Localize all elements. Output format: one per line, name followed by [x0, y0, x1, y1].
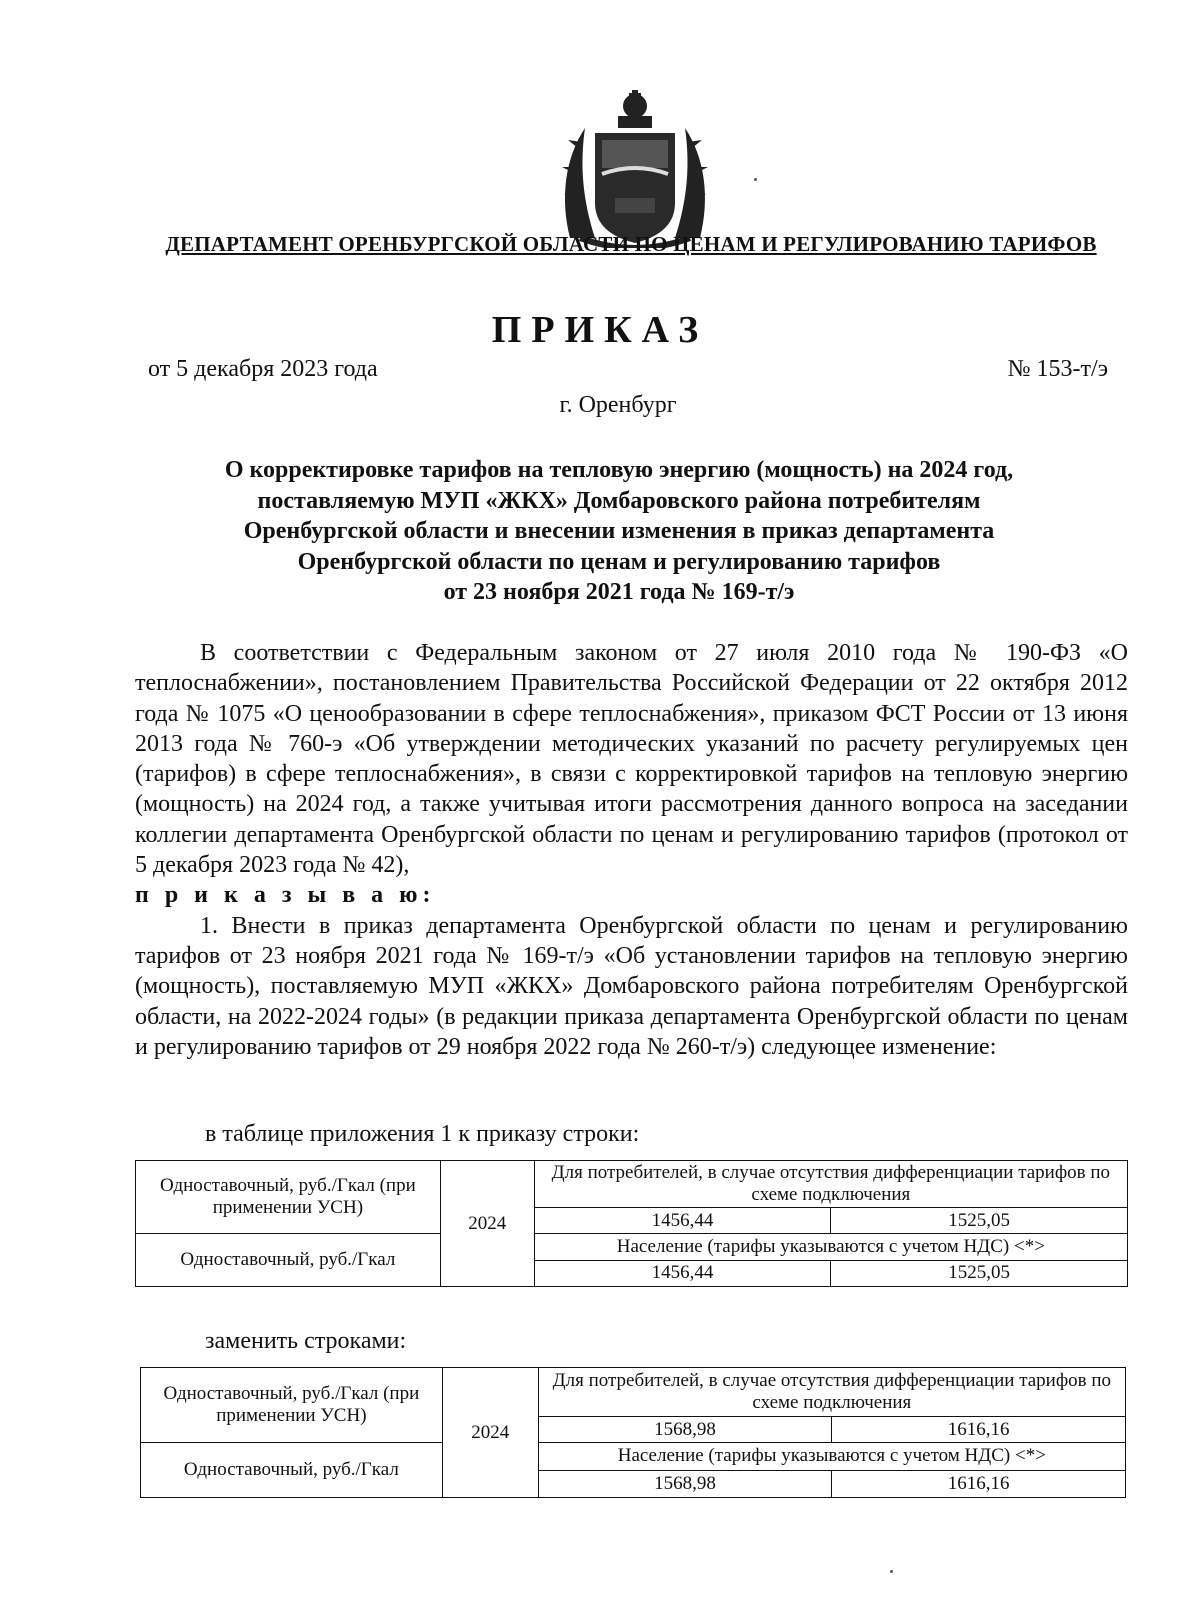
document-type-title: ПРИКАЗ [491, 309, 709, 351]
order-subject-heading [150, 455, 1088, 608]
coat-of-arms-emblem [560, 88, 710, 248]
scan-speck [754, 178, 757, 181]
group-header-cell: Население (тарифы указываются с учетом НДС) <*> [538, 1443, 1125, 1471]
group-header-cell: Население (тарифы указываются с учетом НДС) <*> [534, 1234, 1127, 1261]
table-row [136, 1234, 1128, 1261]
row-label-cell: Одноставочный, руб./Гкал [136, 1234, 441, 1287]
heading-line: Оренбургской области по ценам и регулированию тарифов [297, 548, 941, 575]
order-keyword [135, 880, 1128, 910]
year-cell: 2024 [440, 1161, 534, 1287]
preamble-paragraph: В соответствии с Федеральным законом от 27 июля 2010 года № 190-ФЗ «О теплоснабжении», постановлением Правительства Российской Федерации от 22 октября 2012 года № 1075 «О ценообразовании в сфере теплоснабжения», приказом ФСТ России от 13 июня 2013 года № 760-э «Об утверждении методических указаний по расчету регулируемых цен (тарифов) в сфере теплоснабжения», в связи с корректировкой тарифов на тепловую энергию (мощность) на 2024 год, а также учитывая итоги рассмотрения данного вопроса на заседании коллегии департамента Оренбургской области по ценам и регулированию тарифов (протокол от 5 декабря 2023 года № 42), [135, 640, 1128, 879]
department-name: ДЕПАРТАМЕНТ ОРЕНБУРГСКОЙ ОБЛАСТИ ПО ЦЕНАМ И РЕГУЛИРОВАНИЮ ТАРИФОВ [165, 232, 1097, 256]
group-header-cell: Для потребителей, в случае отсутствия дифференциации тарифов по схеме подключения [538, 1368, 1125, 1417]
tariff-value-cell: 1456,44 [534, 1208, 831, 1234]
tariff-value-cell: 1616,16 [832, 1470, 1126, 1498]
heading-line: от 23 ноября 2021 года № 169-т/э [443, 579, 795, 605]
clause-1-paragraph: 1. Внести в приказ департамента Оренбургской области по ценам и регулированию тарифов от 23 ноября 2021 года № 169-т/э «Об установлении тарифов на тепловую энергию (мощность), поставляемую МУП «ЖКХ» Домбаровского района потребителям Оренбургской области, на 2022-2024 годы» (в редакции приказа департамента Оренбургской области по ценам и регулированию тарифов от 29 ноября 2022 года № 260-т/э) следующее изменение: [135, 912, 1128, 1060]
tariff-value-cell: 1525,05 [831, 1260, 1128, 1287]
table-row [141, 1368, 1126, 1417]
tariff-value-cell: 1456,44 [534, 1260, 831, 1287]
order-number: № 153-т/э [1007, 356, 1108, 382]
tariff-table-new [140, 1367, 1126, 1498]
tariff-table-old [135, 1160, 1128, 1287]
table-row [141, 1443, 1126, 1471]
row-label-cell: Одноставочный, руб./Гкал (при применении УСН) [141, 1368, 443, 1443]
order-city: г. Оренбург [559, 392, 677, 418]
heading-line: Оренбургской области и внесении изменения в приказ департамента [243, 518, 995, 544]
row-label-cell: Одноставочный, руб./Гкал (при применении УСН) [136, 1161, 441, 1234]
tariff-value-cell: 1616,16 [832, 1417, 1126, 1443]
scan-speck [890, 1570, 893, 1573]
row-label-cell: Одноставочный, руб./Гкал [141, 1443, 443, 1498]
heading-line: О корректировке тарифов на тепловую энергию (мощность) на 2024 год, [224, 457, 1014, 483]
order-keyword-text: п р и к а з ы в а ю: [135, 882, 436, 909]
tariff-value-cell: 1568,98 [538, 1470, 832, 1498]
group-header-cell: Для потребителей, в случае отсутствия дифференциации тарифов по схеме подключения [534, 1161, 1127, 1208]
tariff-value-cell: 1568,98 [538, 1417, 832, 1443]
table-row [136, 1161, 1128, 1208]
order-date: от 5 декабря 2023 года [148, 356, 378, 382]
heading-line: поставляемую МУП «ЖКХ» Домбаровского района потребителям [257, 487, 981, 514]
order-body [135, 638, 1128, 1062]
tariff-value-cell: 1525,05 [831, 1208, 1128, 1234]
year-cell: 2024 [442, 1368, 538, 1498]
table-intro-line: в таблице приложения 1 к приказу строки: [205, 1121, 640, 1147]
replace-intro-line: заменить строками: [205, 1328, 407, 1354]
